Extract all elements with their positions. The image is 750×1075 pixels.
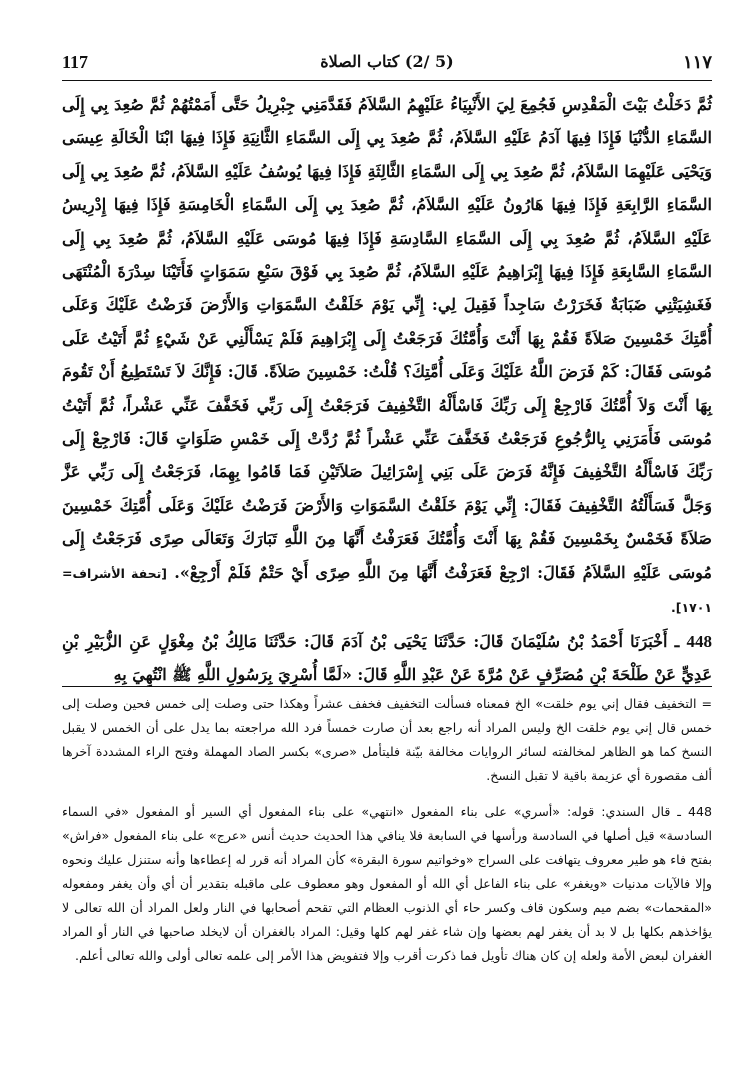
page-header (62, 52, 712, 78)
main-text (62, 88, 712, 691)
footnote-continuation: = التخفيف فقال إني يوم خلقت» الخ فمعناه فسألت التخفيف فخفف عشراً وهكذا حتى وصلت إلى خمس فحين وصلت إلى خمس قال إني يوم خلقت الخ وليس المراد أنه راجع بعد أن صارت خمساً فرد الله مراجعته بما يدل على أن الخمس لا يقبل النسخ كما هو الظاهر لمخالفته لسائر الروايات مخالفة بيّنة فليتأمل «صرى» بكسر الصاد المهملة وفتح الراء المشددة آخرها ألف مقصورة أي عزيمة باقية لا تقبل النسخ. (62, 696, 712, 783)
header-rule (62, 80, 712, 81)
hadith-paragraph-448 (62, 625, 712, 692)
page-number-arabic: ١١٧ (682, 52, 712, 73)
hadith-paragraph (62, 88, 712, 625)
footnote-rule (62, 686, 712, 687)
page-number-latin: 117 (62, 52, 89, 72)
hadith-text-448: ـ أَخْبَرَنَا أَحْمَدُ بْنُ سُلَيْمَانَ قَالَ: حَدَّثَنَا يَحْيَى بْنُ آدَمَ قَالَ: حَدَّثَنَا مَالِكُ بْنُ مِغْوَلٍ عَنِ الزُّبَيْرِ بْنِ عَدِيٍّ عَنْ طَلْحَةَ بْنِ مُصَرِّفٍ عَنْ مُرَّةَ عَنْ عَبْدِ اللَّهِ قَالَ: «لَمَّا أُسْرِيَ بِرَسُولِ اللَّهِ ﷺ انْتُهِيَ بِهِ (62, 631, 712, 684)
footnote-448: 448 ـ قال السندي: قوله: «أسري» على بناء المفعول «انتهي» على بناء المفعول أي السير أو المفعول «في السماء السادسة» قيل أصلها في السادسة ورأسها في السابعة فلا ينافي هذا الحديث حديث أنس «عرج» على بناء المفعول «فراش» بفتح فاء هو طير معروف يتهافت على السراج «وخواتيم سورة البقرة» كأن المراد أنه قرر له إعطاءها وأنه ستنزل عليك ونحوه وإلا فالآيات مدنيات «ويغفر» على بناء الفاعل أي الله أو المفعول وهو معطوف على ماقبله بتقدير أن أي وأن يغفر ومفعوله «المقحمات» بضم ميم وسكون قاف وكسر حاء أي الذنوب العظام التي تقحم أصحابها في النار ولعل المراد أن الله تعالى لا يؤاخذهم بكلها بل لا بد أن يغفر لهم بعضها وإن شاء غفر لهم كلها وقيل: المراد بالغفران أن لايخلد صاحبها في النار أو المراد الغفران لبعض الأمة ولعله إن كان هناك تأويل فما ذكرت أقرب وإلا فتفويض هذا الأمر إلى علمه تعالى أولى والله تعالى أعلم. (62, 804, 712, 963)
footnotes (62, 692, 712, 968)
hadith-number: 448 (686, 631, 713, 651)
hadith-text: ثُمَّ دَخَلْتُ بَيْتَ الْمَقْدِسِ فَجُمِعَ لِيَ الأَنْبِيَاءُ عَلَيْهِمُ السَّلاَمُ فَقَدَّمَنِي جِبْرِيلُ حَتَّى أَمَمْتُهُمْ ثُمَّ صُعِدَ بِي إِلَى السَّمَاءِ الدُّنْيَا فَإِذَا فِيهَا آدَمُ عَلَيْهِ السَّلاَمُ، ثُمَّ صُعِدَ بِي إِلَى السَّمَاءِ الثَّانِيَةِ فَإِذَا فِيهَا ابْنَا الْخَالَةِ عِيسَى وَيَحْيَى عَلَيْهِمَا السَّلاَمُ، ثُمَّ صُعِدَ بِي إِلَى السَّمَاءِ الثَّالِثَةِ فَإِذَا فِيهَا يُوسُفُ عَلَيْهِ السَّلاَمُ، ثُمَّ صُعِدَ بِي إِلَى السَّمَاءِ الرَّابِعَةِ فَإِذَا فِيهَا هَارُونُ عَلَيْهِ السَّلاَمُ، ثُمَّ صُعِدَ بِي إِلَى السَّمَاءِ الْخَامِسَةِ فَإِذَا فِيهَا إِدْرِيسُ عَلَيْهِ السَّلاَمُ، ثُمَّ صُعِدَ بِي إِلَى السَّمَاءِ السَّادِسَةِ فَإِذَا فِيهَا مُوسَى عَلَيْهِ السَّلاَمُ، ثُمَّ صُعِدَ بِي إِلَى السَّمَاءِ السَّابِعَةِ فَإِذَا فِيهَا إِبْرَاهِيمُ عَلَيْهِ السَّلاَمُ، ثُمَّ صُعِدَ بِي فَوْقَ سَبْعِ سَمَوَاتٍ فَأَتَيْنَا سِدْرَةَ الْمُنْتَهَى فَغَشِيَتْنِي ضَبَابَةٌ فَخَرَرْتُ سَاجِداً فَقِيلَ لِي: إِنِّي يَوْمَ خَلَقْتُ السَّمَوَاتِ وَالأَرْضَ فَرَضْتُ عَلَيْكَ وَعَلَى أُمَّتِكَ خَمْسِينَ صَلاَةً فَقُمْ بِهَا أَنْتَ وَأُمَّتُكَ فَرَجَعْتُ إِلَى إِبْرَاهِيمَ فَلَمْ يَسْأَلْنِي عَنْ شَيْءٍ ثُمَّ أَتَيْتُ عَلَى مُوسَى فَقَالَ: كَمْ فَرَضَ اللَّهُ عَلَيْكَ وَعَلَى أُمَّتِكَ؟ قُلْتُ: خَمْسِينَ صَلاَةً. قَالَ: فَإِنَّكَ لاَ تَسْتَطِيعُ أَنْ تَقُومَ بِهَا أَنْتَ وَلاَ أُمَّتُكَ فَارْجِعْ إِلَى رَبِّكَ فَاسْأَلْهُ التَّخْفِيفَ فَرَجَعْتُ إِلَى رَبِّي فَخَفَّفَ عَنِّي عَشْراً، ثُمَّ أَتَيْتُ مُوسَى فَأَمَرَنِي بِالرُّجُوعِ فَرَجَعْتُ فَخَفَّفَ عَنِّي عَشْراً ثُمَّ رُدَّتْ إِلَى خَمْسِ صَلَوَاتٍ قَالَ: فَارْجِعْ إِلَى رَبِّكَ فَاسْأَلْهُ التَّخْفِيفَ فَإِنَّهُ فَرَضَ عَلَى بَنِي إِسْرَائِيلَ صَلاَتَيْنِ فَمَا قَامُوا بِهِمَا، فَرَجَعْتُ إِلَى رَبِّي عَزَّ وَجَلَّ فَسَأَلْتُهُ التَّخْفِيفَ فَقَالَ: إِنِّي يَوْمَ خَلَقْتُ السَّمَوَاتِ وَالأَرْضَ فَرَضْتُ عَلَيْكَ وَعَلَى أُمَّتِكَ خَمْسِينَ صَلاَةً فَخَمْسٌ بِخَمْسِينَ فَقُمْ بِهَا أَنْتَ وَأُمَّتُكَ فَعَرَفْتُ أَنَّهَا مِنَ اللَّهِ تَبَارَكَ وَتَعَالَى صِرًى فَرَجَعْتُ إِلَى مُوسَى عَلَيْهِ السَّلاَمُ فَقَالَ: ارْجِعْ فَعَرَفْتُ أَنَّهَا مِنَ اللَّهِ صِرًى أَيْ حَتْمٌ فَلَمْ أَرْجِعْ». (62, 95, 713, 582)
running-title: (5 /2) كتاب الصلاة (320, 52, 454, 71)
tuhfat-citation: [تحفة الأشراف= ١٧٠١]. (62, 565, 712, 616)
